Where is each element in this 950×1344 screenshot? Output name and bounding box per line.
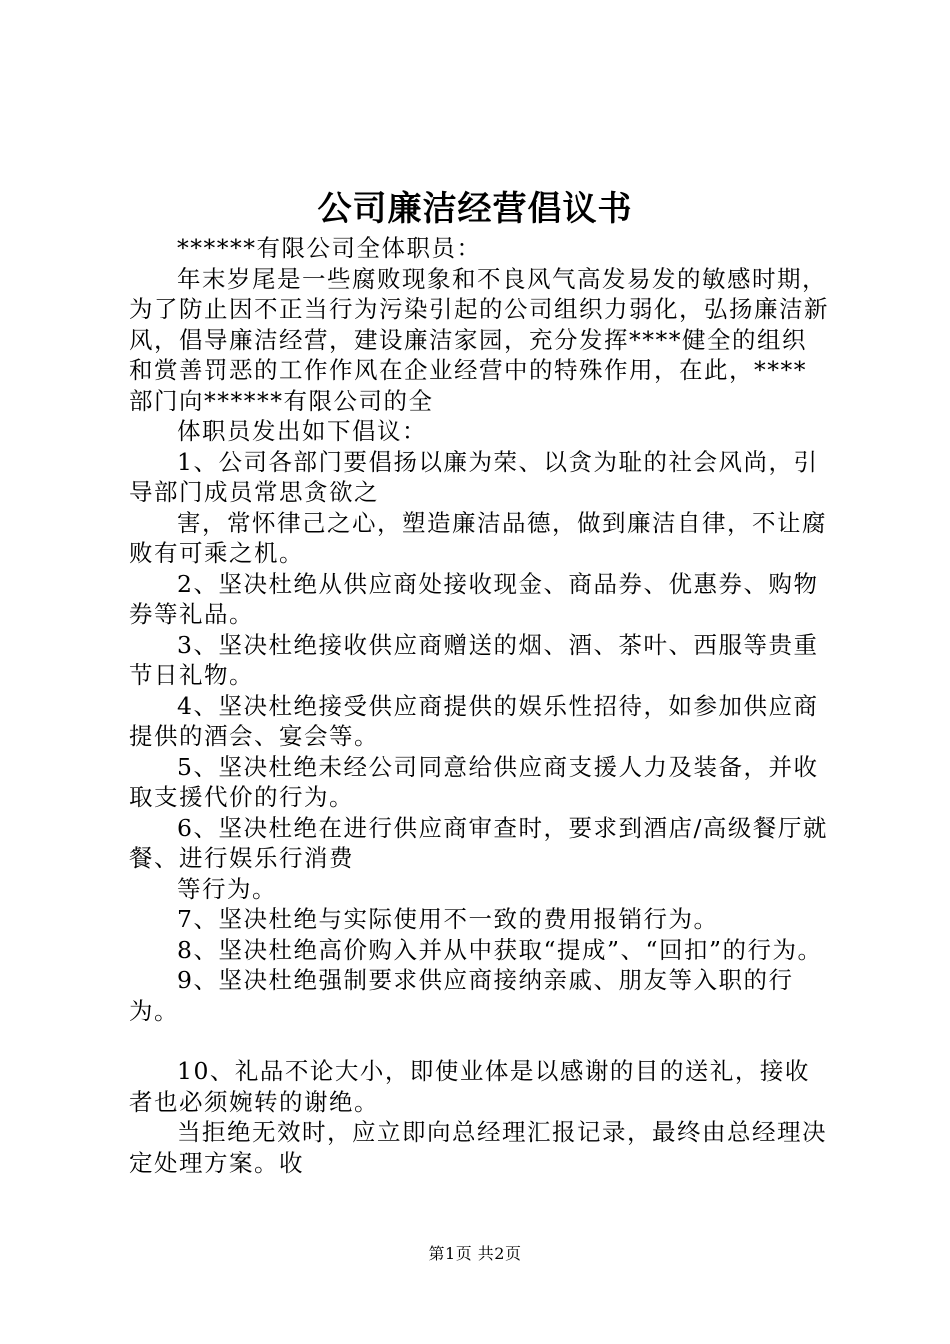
proposal-item-1-continued: 害，常怀律己之心，塑造廉洁品德，做到廉洁自律，不让腐败有可乘之机。 (129, 508, 827, 567)
proposal-item-6: 6、坚决杜绝在进行供应商审查时，要求到酒店/高级餐厅就餐、进行娱乐行消费 (129, 813, 828, 872)
proposal-item-3: 3、坚决杜绝接收供应商赠送的烟、酒、茶叶、西服等贵重节日礼物。 (129, 630, 819, 689)
proposal-item-10-continued: 当拒绝无效时，应立即向总经理汇报记录，最终由总经理决定处理方案。收 (129, 1118, 827, 1177)
proposal-item-5: 5、坚决杜绝未经公司同意给供应商支援人力及装备，并收取支援代价的行为。 (129, 752, 819, 811)
paragraph-intro-continued: 体职员发出如下倡议： (177, 417, 427, 445)
proposal-item-7: 7、坚决杜绝与实际使用不一致的费用报销行为。 (177, 905, 719, 933)
page-number: 第1页 共2页 (428, 1244, 522, 1263)
salutation: ******有限公司全体职员： (177, 234, 482, 262)
paragraph-intro: 年末岁尾是一些腐败现象和不良风气高发易发的敏感时期，为了防止因不正当行为污染引起的公司组织力弱化，弘扬廉洁新风，倡导廉洁经营，建设廉洁家园，充分发挥****健全的组织和赏善罚恶的工作作风在企业经营中的特殊作用，在此，****部门向******有限公司的全 (129, 264, 829, 415)
document-title: 公司廉洁经营倡议书 (317, 189, 633, 229)
proposal-item-8: 8、坚决杜绝高价购入并从中获取“提成”、“回扣”的行为。 (177, 935, 823, 964)
proposal-item-2: 2、坚决杜绝从供应商处接收现金、商品券、优惠券、购物券等礼品。 (129, 569, 819, 628)
proposal-item-4: 4、坚决杜绝接受供应商提供的娱乐性招待，如参加供应商提供的酒会、宴会等。 (129, 691, 819, 750)
document-body (129, 233, 829, 1178)
proposal-item-1: 1、公司各部门要倡扬以廉为荣、以贪为耻的社会风尚，引导部门成员常思贪欲之 (129, 447, 819, 506)
paragraph-gap (129, 1026, 829, 1056)
proposal-item-6-continued: 等行为。 (177, 874, 277, 903)
proposal-item-10: 10、礼品不论大小，即使业体是以感谢的目的送礼，接收者也必须婉转的谢绝。 (129, 1057, 810, 1116)
proposal-item-9: 9、坚决杜绝强制要求供应商接纳亲戚、朋友等入职的行为。 (129, 966, 794, 1025)
